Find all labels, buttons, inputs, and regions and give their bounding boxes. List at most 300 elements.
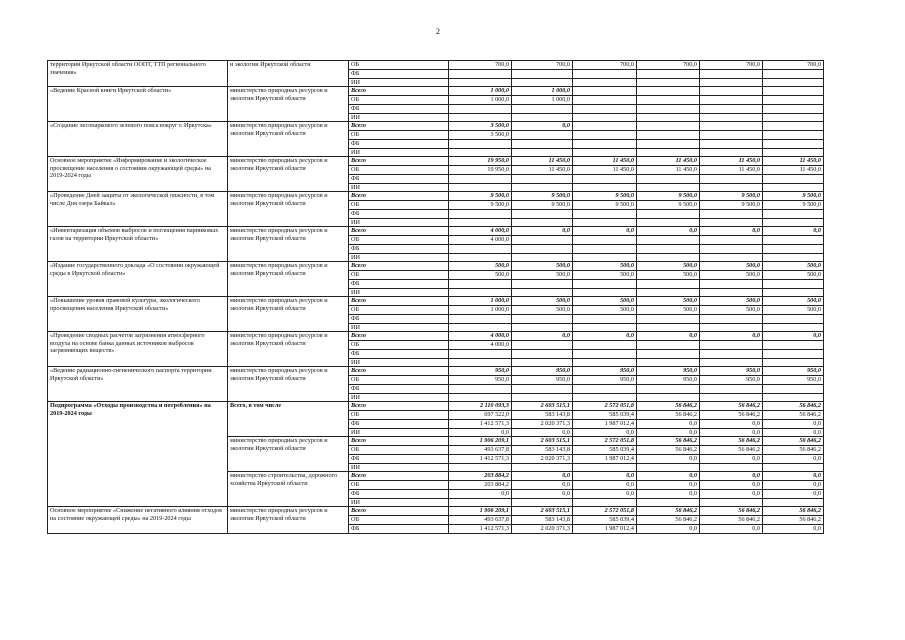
value-cell (700, 236, 763, 245)
value-cell (763, 218, 824, 227)
executor-cell: министерство природных ресурсов и экологии Иркутской области (228, 122, 349, 157)
value-cell: 0,0 (449, 428, 512, 437)
source-cell: ФБ (349, 139, 449, 148)
executor-cell: министерство природных ресурсов и экологии Иркутской области (228, 227, 349, 262)
value-cell (700, 341, 763, 350)
source-cell: ИИ (349, 113, 449, 122)
value-cell (573, 104, 637, 113)
value-cell (763, 69, 824, 78)
value-cell: 56 846,2 (700, 411, 763, 420)
source-cell: Всего (349, 227, 449, 236)
value-cell: 500,0 (449, 271, 512, 280)
value-cell: 0,0 (763, 481, 824, 490)
value-cell (573, 279, 637, 288)
source-cell: ОБ (349, 61, 449, 70)
value-cell: 56 846,2 (637, 411, 700, 420)
value-cell (637, 113, 700, 122)
value-cell: 56 846,2 (763, 507, 824, 516)
value-cell (637, 87, 700, 96)
value-cell: 500,0 (573, 262, 637, 271)
source-cell: ОБ (349, 131, 449, 140)
value-cell: 950,0 (763, 367, 824, 376)
value-cell: 0,0 (763, 419, 824, 428)
value-cell (763, 183, 824, 192)
value-cell: 0,0 (512, 481, 573, 490)
value-cell (700, 104, 763, 113)
value-cell: 9 500,0 (512, 201, 573, 210)
source-cell: ИИ (349, 288, 449, 297)
source-cell: ФБ (349, 244, 449, 253)
value-cell: 0,0 (763, 524, 824, 533)
value-cell: 0,0 (763, 428, 824, 437)
value-cell: 56 846,2 (700, 516, 763, 525)
value-cell (637, 393, 700, 402)
source-cell: ОБ (349, 96, 449, 105)
value-cell: 0,0 (637, 472, 700, 481)
value-cell (700, 139, 763, 148)
value-cell (700, 183, 763, 192)
value-cell (512, 341, 573, 350)
value-cell: 500,0 (512, 297, 573, 306)
value-cell: 500,0 (700, 271, 763, 280)
value-cell: 9 500,0 (449, 201, 512, 210)
source-cell: ОБ (349, 201, 449, 210)
value-cell: 56 846,2 (763, 446, 824, 455)
value-cell: 950,0 (700, 367, 763, 376)
value-cell: 19 950,0 (449, 166, 512, 175)
executor-cell: министерство природных ресурсов и экологии Иркутской области (228, 262, 349, 297)
value-cell (763, 288, 824, 297)
source-cell: ИИ (349, 358, 449, 367)
value-cell: 500,0 (763, 306, 824, 315)
value-cell (573, 323, 637, 332)
value-cell: 1 987 012,4 (573, 419, 637, 428)
value-cell: 0,0 (512, 428, 573, 437)
value-cell (512, 148, 573, 157)
value-cell (512, 218, 573, 227)
value-cell: 500,0 (637, 262, 700, 271)
value-cell (637, 463, 700, 472)
value-cell (763, 358, 824, 367)
value-cell (637, 384, 700, 393)
source-cell: ОБ (349, 411, 449, 420)
value-cell (763, 236, 824, 245)
executor-cell: министерство природных ресурсов и экологии Иркутской области (228, 157, 349, 192)
value-cell (637, 244, 700, 253)
value-cell: 11 450,0 (512, 157, 573, 166)
value-cell (573, 78, 637, 87)
source-cell: Всего (349, 402, 449, 411)
value-cell (512, 244, 573, 253)
value-cell: 0,0 (637, 428, 700, 437)
value-cell: 0,0 (573, 481, 637, 490)
value-cell: 2 572 051,8 (573, 507, 637, 516)
source-cell: Всего (349, 472, 449, 481)
value-cell (637, 323, 700, 332)
value-cell: 0,0 (512, 332, 573, 341)
measure-name: «Повышение уровня правовой культуры, экологического просвещения населения Иркутской области» (48, 297, 228, 332)
value-cell (449, 279, 512, 288)
value-cell: 500,0 (700, 262, 763, 271)
value-cell: 4 000,0 (449, 341, 512, 350)
value-cell (763, 498, 824, 507)
value-cell: 2 020 371,3 (512, 524, 573, 533)
source-cell: ОБ (349, 306, 449, 315)
value-cell: 500,0 (763, 271, 824, 280)
value-cell: 493 637,8 (449, 516, 512, 525)
measure-name: «Издание государственного доклада «О состоянии окружающей среды в Иркутской области» (48, 262, 228, 297)
value-cell (637, 218, 700, 227)
value-cell (637, 209, 700, 218)
value-cell: 500,0 (637, 306, 700, 315)
value-cell (573, 218, 637, 227)
value-cell: 0,0 (573, 489, 637, 498)
value-cell: 4 000,0 (449, 227, 512, 236)
source-cell: ФБ (349, 314, 449, 323)
executor-cell: министерство природных ресурсов и экологии Иркутской области (228, 367, 349, 402)
value-cell (763, 96, 824, 105)
value-cell: 700,0 (637, 61, 700, 70)
value-cell: 11 450,0 (637, 166, 700, 175)
value-cell: 0,0 (700, 489, 763, 498)
value-cell (700, 279, 763, 288)
value-cell: 0,0 (637, 524, 700, 533)
value-cell: 56 846,2 (763, 437, 824, 446)
value-cell: 9 500,0 (637, 192, 700, 201)
value-cell (763, 131, 824, 140)
value-cell (700, 113, 763, 122)
value-cell (512, 209, 573, 218)
executor-cell: и экологии Иркутской области (228, 61, 349, 87)
value-cell (637, 288, 700, 297)
executor-cell: министерство природных ресурсов и экологии Иркутской области (228, 297, 349, 332)
value-cell (512, 131, 573, 140)
value-cell (449, 393, 512, 402)
value-cell (573, 236, 637, 245)
value-cell (512, 113, 573, 122)
value-cell (449, 288, 512, 297)
budget-table (47, 60, 824, 534)
value-cell (637, 183, 700, 192)
value-cell (512, 253, 573, 262)
value-cell (700, 131, 763, 140)
source-cell: Всего (349, 87, 449, 96)
value-cell: 500,0 (512, 306, 573, 315)
source-cell: ОБ (349, 236, 449, 245)
value-cell: 2 603 515,1 (512, 507, 573, 516)
value-cell (449, 183, 512, 192)
value-cell (637, 174, 700, 183)
value-cell: 950,0 (700, 376, 763, 385)
value-cell (637, 131, 700, 140)
value-cell: 0,0 (512, 489, 573, 498)
value-cell: 56 846,2 (700, 446, 763, 455)
value-cell: 500,0 (573, 297, 637, 306)
table-row (48, 157, 824, 166)
value-cell: 1 000,0 (449, 297, 512, 306)
value-cell: 0,0 (637, 454, 700, 463)
value-cell: 0,0 (449, 489, 512, 498)
value-cell: 203 884,2 (449, 481, 512, 490)
value-cell: 500,0 (573, 271, 637, 280)
table-row (48, 87, 824, 96)
value-cell (637, 148, 700, 157)
value-cell: 585 039,4 (573, 411, 637, 420)
source-cell: ИИ (349, 183, 449, 192)
table-row (48, 227, 824, 236)
value-cell (700, 69, 763, 78)
value-cell: 950,0 (573, 376, 637, 385)
value-cell (763, 104, 824, 113)
value-cell: 1 000,0 (449, 96, 512, 105)
value-cell (637, 139, 700, 148)
value-cell (512, 174, 573, 183)
value-cell (449, 69, 512, 78)
value-cell (763, 78, 824, 87)
source-cell: ФБ (349, 174, 449, 183)
value-cell: 583 143,8 (512, 446, 573, 455)
value-cell: 11 450,0 (763, 157, 824, 166)
value-cell (449, 104, 512, 113)
value-cell (573, 183, 637, 192)
value-cell (573, 341, 637, 350)
measure-name: «Создание лесопаркового зеленого пояса вокруг г. Иркутска» (48, 122, 228, 157)
value-cell (573, 113, 637, 122)
value-cell: 4 000,0 (449, 236, 512, 245)
value-cell: 1 412 571,3 (449, 419, 512, 428)
source-cell: Всего (349, 437, 449, 446)
table-row (48, 122, 824, 131)
value-cell (700, 393, 763, 402)
value-cell (700, 463, 763, 472)
source-cell: ФБ (349, 454, 449, 463)
value-cell (700, 253, 763, 262)
source-cell: Всего (349, 332, 449, 341)
value-cell (449, 498, 512, 507)
source-cell: ФБ (349, 349, 449, 358)
value-cell (637, 236, 700, 245)
value-cell (763, 113, 824, 122)
value-cell: 950,0 (637, 376, 700, 385)
value-cell: 2 020 371,3 (512, 454, 573, 463)
value-cell (700, 87, 763, 96)
value-cell: 9 500,0 (573, 192, 637, 201)
value-cell: 2 020 371,3 (512, 419, 573, 428)
value-cell (573, 122, 637, 131)
value-cell: 2 572 051,8 (573, 402, 637, 411)
value-cell: 0,0 (763, 227, 824, 236)
value-cell: 950,0 (449, 376, 512, 385)
value-cell: 585 039,4 (573, 516, 637, 525)
value-cell (512, 463, 573, 472)
value-cell: 11 450,0 (512, 166, 573, 175)
measure-name: «Ведение Красной книги Иркутской области» (48, 87, 228, 122)
value-cell (763, 314, 824, 323)
source-cell: ОБ (349, 376, 449, 385)
executor-cell: Всего, в том числе (228, 402, 349, 437)
value-cell (512, 69, 573, 78)
measure-name: Подпрограмма «Отходы производства и потребления» на 2019-2024 годы (48, 402, 228, 507)
value-cell (512, 323, 573, 332)
value-cell: 0,0 (573, 332, 637, 341)
value-cell (700, 148, 763, 157)
value-cell: 950,0 (449, 367, 512, 376)
value-cell: 0,0 (637, 227, 700, 236)
value-cell (512, 236, 573, 245)
value-cell: 700,0 (449, 61, 512, 70)
source-cell: ФБ (349, 489, 449, 498)
value-cell: 11 450,0 (573, 157, 637, 166)
value-cell: 0,0 (700, 524, 763, 533)
value-cell: 0,0 (700, 454, 763, 463)
value-cell (637, 358, 700, 367)
source-cell: Всего (349, 297, 449, 306)
source-cell: Всего (349, 507, 449, 516)
value-cell (700, 349, 763, 358)
value-cell: 500,0 (512, 262, 573, 271)
page-number: 2 (436, 27, 440, 36)
table-row (48, 262, 824, 271)
value-cell: 0,0 (637, 332, 700, 341)
value-cell (700, 78, 763, 87)
value-cell: 1 000,0 (449, 87, 512, 96)
value-cell (512, 498, 573, 507)
value-cell: 950,0 (512, 367, 573, 376)
value-cell (512, 78, 573, 87)
value-cell (449, 323, 512, 332)
value-cell (700, 288, 763, 297)
value-cell (700, 358, 763, 367)
source-cell: ИИ (349, 218, 449, 227)
value-cell: 0,0 (512, 122, 573, 131)
value-cell: 9 500,0 (700, 201, 763, 210)
value-cell: 0,0 (573, 428, 637, 437)
value-cell: 500,0 (700, 306, 763, 315)
table-row (48, 402, 824, 411)
value-cell (763, 393, 824, 402)
value-cell (449, 78, 512, 87)
value-cell (700, 244, 763, 253)
value-cell: 697 522,0 (449, 411, 512, 420)
value-cell: 950,0 (763, 376, 824, 385)
source-cell: ФБ (349, 419, 449, 428)
value-cell (700, 174, 763, 183)
value-cell (700, 122, 763, 131)
value-cell (512, 139, 573, 148)
value-cell (512, 358, 573, 367)
value-cell: 0,0 (763, 332, 824, 341)
value-cell (512, 393, 573, 402)
value-cell: 9 500,0 (763, 192, 824, 201)
value-cell: 56 846,2 (637, 402, 700, 411)
executor-cell: министерство строительства, дорожного хозяйства Иркутской области (228, 472, 349, 507)
value-cell: 3 500,0 (449, 131, 512, 140)
value-cell: 9 500,0 (573, 201, 637, 210)
source-cell: ОБ (349, 481, 449, 490)
value-cell (449, 358, 512, 367)
value-cell: 9 500,0 (449, 192, 512, 201)
value-cell (763, 349, 824, 358)
value-cell (573, 288, 637, 297)
value-cell: 493 637,8 (449, 446, 512, 455)
value-cell (449, 148, 512, 157)
source-cell: Всего (349, 367, 449, 376)
measure-name: «Инвентаризация объемов выбросов и поглощения парниковых газов на территории Иркутской области» (48, 227, 228, 262)
value-cell (573, 384, 637, 393)
value-cell: 0,0 (700, 332, 763, 341)
source-cell: ИИ (349, 78, 449, 87)
value-cell (763, 279, 824, 288)
source-cell: ИИ (349, 253, 449, 262)
value-cell: 585 039,4 (573, 446, 637, 455)
value-cell (763, 384, 824, 393)
value-cell (763, 174, 824, 183)
source-cell: Всего (349, 157, 449, 166)
measure-name: Основное мероприятие «Снижение негативного влияния отходов на состояние окружающей среды» на 2019-2024 годы (48, 507, 228, 533)
value-cell: 0,0 (763, 489, 824, 498)
source-cell: Всего (349, 192, 449, 201)
value-cell: 0,0 (637, 489, 700, 498)
source-cell: ИИ (349, 498, 449, 507)
value-cell: 0,0 (573, 472, 637, 481)
value-cell: 9 500,0 (637, 201, 700, 210)
value-cell (700, 384, 763, 393)
value-cell (449, 253, 512, 262)
table-row (48, 367, 824, 376)
value-cell: 0,0 (512, 227, 573, 236)
table-row (48, 507, 824, 516)
value-cell (637, 104, 700, 113)
value-cell: 11 450,0 (573, 166, 637, 175)
source-cell: ФБ (349, 69, 449, 78)
value-cell (512, 349, 573, 358)
value-cell (637, 314, 700, 323)
value-cell: 950,0 (573, 367, 637, 376)
value-cell: 1 412 571,3 (449, 524, 512, 533)
value-cell (449, 113, 512, 122)
value-cell (449, 139, 512, 148)
measure-name: «Проведение Дней защиты от экологической опасности, в том числе Дня озера Байкал» (48, 192, 228, 227)
source-cell: ОБ (349, 271, 449, 280)
value-cell: 11 450,0 (700, 166, 763, 175)
value-cell (449, 244, 512, 253)
value-cell (637, 341, 700, 350)
value-cell: 11 450,0 (700, 157, 763, 166)
value-cell: 0,0 (700, 481, 763, 490)
source-cell: ОБ (349, 166, 449, 175)
source-cell: ИИ (349, 148, 449, 157)
executor-cell: министерство природных ресурсов и экологии Иркутской области (228, 332, 349, 367)
value-cell (637, 253, 700, 262)
value-cell (449, 463, 512, 472)
value-cell (512, 183, 573, 192)
value-cell (763, 87, 824, 96)
value-cell: 0,0 (637, 481, 700, 490)
value-cell (573, 139, 637, 148)
value-cell (763, 122, 824, 131)
value-cell (449, 209, 512, 218)
value-cell: 56 846,2 (637, 446, 700, 455)
value-cell: 203 884,2 (449, 472, 512, 481)
source-cell: Всего (349, 262, 449, 271)
value-cell: 500,0 (637, 271, 700, 280)
value-cell (449, 218, 512, 227)
value-cell: 700,0 (512, 61, 573, 70)
value-cell (573, 174, 637, 183)
value-cell: 9 500,0 (700, 192, 763, 201)
value-cell (637, 279, 700, 288)
source-cell: ФБ (349, 384, 449, 393)
